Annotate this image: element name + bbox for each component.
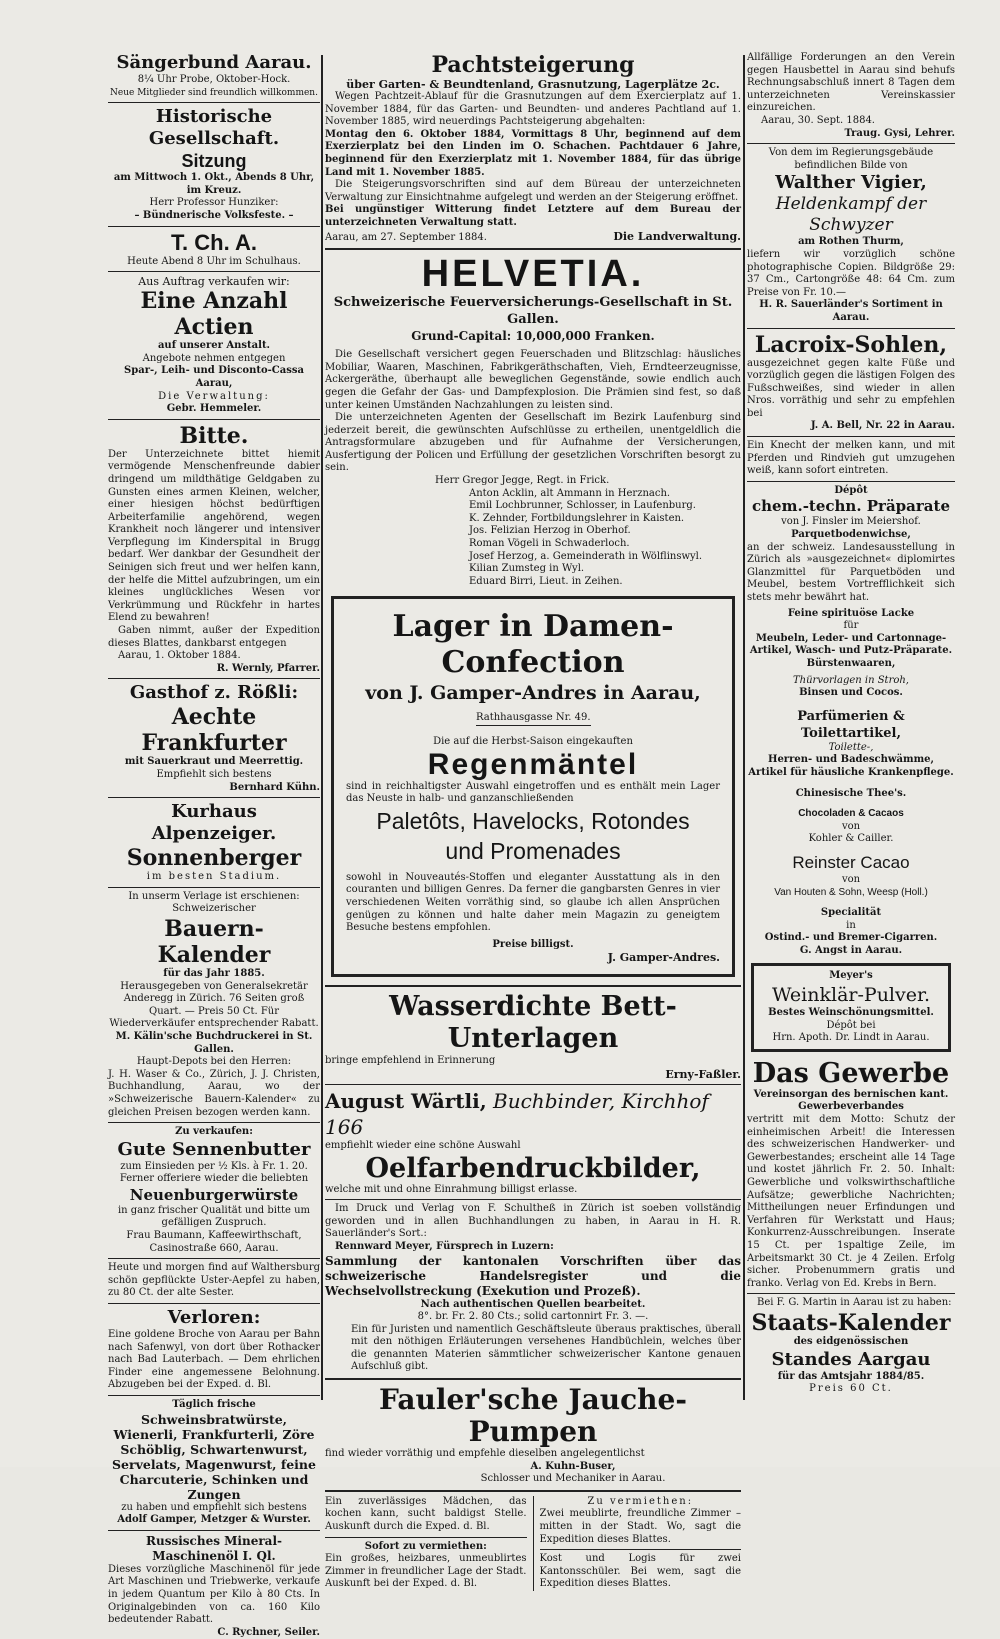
column-rule-left bbox=[321, 55, 323, 1400]
verkaufen-title: Zu verkaufen: bbox=[175, 1126, 253, 1138]
zimmer-intro: Zu vermiethen: bbox=[587, 1495, 694, 1507]
lager-addr: Rathhausgasse Nr. 49. bbox=[476, 712, 591, 726]
ad-verloren bbox=[108, 1307, 320, 1392]
sonnenberger-sub: im besten Stadium. bbox=[146, 871, 282, 883]
column-middle bbox=[325, 52, 741, 1591]
actien-text: Angebote nehmen entgegen bbox=[142, 352, 286, 364]
weinklaer-title: Weinklär-Pulver. bbox=[771, 984, 931, 1007]
saengerbund-text2: Neue Mitglieder sind freundlich willkommen. bbox=[110, 87, 318, 98]
gasthof-sign: Bernhard Kühn. bbox=[229, 781, 320, 793]
waertli-title: August Wärtli, bbox=[325, 1088, 487, 1113]
bauern-text: Herausgegeben von Generalsekretär Anderegg in Zürich. 76 Seiten groß Quart. — Preis 50 Ct. Für Wiederverkäufer entsprechender Rabatt. bbox=[109, 980, 319, 1030]
bitte-text2: Gaben nimmt, außer der Expedition dieses Blattes, dankbarst entgegen bbox=[108, 625, 320, 649]
buersten-title: Bürstenwaaren, bbox=[806, 657, 896, 669]
pumpen-text: find wieder vorräthig und empfehle dieselben angelegentlichst bbox=[325, 1448, 645, 1460]
artikel-text: Artikel für häusliche Krankenpflege. bbox=[748, 766, 954, 778]
ad-pachtsteigerung bbox=[325, 52, 741, 244]
actien-text2: Spar-, Leih- und Disconto-Cassa Aarau, bbox=[124, 365, 304, 389]
pacht-sign: Die Landverwaltung. bbox=[613, 229, 741, 243]
sofort-title: Sofort zu vermiethen: bbox=[364, 1540, 487, 1552]
lager-text: sowohl in Nouveautés-Stoffen und eleganter Ausstattung als in den couranten und billigen Genres. Da ferner die gangbarsten Genres in vier verschiedenen Weiten vorräthig sind, so glaube ich allen Ansprüchen genügen zu können und halte daher mein Magazin zu geneigtem Besuche bestens empfohlen. bbox=[346, 871, 720, 934]
staats-title: Staats-Kalender bbox=[751, 1309, 951, 1336]
lacroix-sign: J. A. Bell, Nr. 22 in Aarau. bbox=[810, 420, 955, 432]
cacao-von: von bbox=[841, 873, 861, 885]
ad-sammlung bbox=[325, 1203, 741, 1374]
spez-in: in bbox=[846, 919, 856, 931]
bauern-depots-text: J. H. Waser & Co., Zürich, J. J. Christen, Buchhandlung, Aarau, wo der »Schweizerische Bauern-Kalender« zu gleichen Preisen bezogen werden kann. bbox=[108, 1068, 320, 1118]
staats-sub: des eidgenössischen bbox=[793, 1335, 909, 1347]
verlag-sub: Schweizerischer bbox=[172, 903, 256, 915]
depot-text: von J. Finsler im Meiershof. bbox=[781, 516, 921, 528]
kost-text: Kost und Logis für zwei Kantonsschüler. Bei wem, sagt die Expedition dieses Blattes. bbox=[539, 1553, 741, 1590]
oelfarben-title: Oelfarbendruckbilder, bbox=[365, 1152, 701, 1184]
gasthof-item: Aechte Frankfurter bbox=[141, 704, 287, 757]
bauern-title: Bauern-Kalender bbox=[157, 915, 271, 968]
wurst-intro: Täglich frische bbox=[172, 1399, 256, 1410]
lager-title: Lager in Damen-Confection bbox=[392, 609, 674, 681]
wurst-sign: Adolf Gamper, Metzger & Wurster. bbox=[117, 1514, 311, 1526]
sammlung-text: Ein für Juristen und namentlich Geschäftsleute überaus praktisches, überall mit den nöthigen Erläuterungen versehenes Handbüchlein, welches über die genannten Materien sämmtlicher schweizerischer Kantone genauen Aufschluß gibt. bbox=[351, 1323, 741, 1373]
tcha-text: Heute Abend 8 Uhr im Schulhaus. bbox=[127, 255, 301, 267]
small-ads-grid bbox=[325, 1496, 741, 1591]
bett-sign: Erny-Faßler. bbox=[665, 1067, 741, 1081]
pacht-date: Aarau, am 27. September 1884. bbox=[325, 231, 487, 243]
ad-saengerbund bbox=[108, 52, 320, 99]
ad-helvetia bbox=[325, 254, 741, 588]
ad-walthersburg: Heute und morgen find auf Walthersburg schön gepflückte Uster-Aepfel zu haben, zu 80 Ct. der alte Sester. bbox=[108, 1262, 320, 1299]
martin-text: Bei F. G. Martin in Aarau ist zu haben: bbox=[757, 1297, 952, 1309]
forderungen-sign: Traug. Gysi, Lehrer. bbox=[844, 127, 955, 139]
helvetia-sub: Schweizerische Feuerversicherungs-Gesellschaft in St. Gallen. bbox=[333, 295, 733, 328]
sitzung-text: am Mittwoch 1. Okt., Abends 8 Uhr, bbox=[113, 172, 315, 184]
parf-title: Parfümerien & Toilettartikel, bbox=[797, 708, 905, 741]
bitte-title: Bitte. bbox=[179, 422, 249, 449]
weinklaer-sub: Bestes Weinschönungsmittel. bbox=[768, 1007, 934, 1019]
agent-item: Anton Acklin, alt Ammann in Herznach. bbox=[469, 487, 671, 499]
sitzung-place: im Kreuz. bbox=[186, 184, 242, 196]
waertli-sub: Buchbinder, Kirchhof 166 bbox=[325, 1088, 709, 1139]
actien-title: Eine Anzahl Actien bbox=[140, 288, 288, 341]
ad-jauche-pumpen bbox=[325, 1384, 741, 1486]
depot-text2: an der schweiz. Landesausstellung in Zürich als »ausgezeichnet« diplomirtes Glanzmittel für Parquetböden und Meubel, bestem Vortrefflichkeit sich stets mehr bewährt hat. bbox=[747, 541, 955, 603]
choc-maker: Kohler & Cailler. bbox=[808, 833, 894, 845]
gewerbe-title: Das Gewerbe bbox=[752, 1057, 950, 1089]
ad-staatskalender bbox=[747, 1297, 955, 1395]
agent-item: Josef Herzog, a. Gemeinderath in Wölflinswyl. bbox=[469, 550, 703, 562]
pacht-bold2: Bei ungünstiger Witterung findet Letztere auf dem Bureau der unterzeichneten Verwaltung statt. bbox=[325, 204, 741, 228]
actien-sign: Gebr. Hemmeler. bbox=[166, 403, 262, 415]
sammlung-sub: Nach authentischen Quellen bearbeitet. bbox=[420, 1298, 646, 1310]
butter-sign: Frau Baumann, Kaffeewirthschaft, Casinostraße 660, Aarau. bbox=[126, 1230, 302, 1254]
lacroix-text: ausgezeichnet gegen kalte Füße und vorzüglich gegen die lästigen Folgen des Fußschweißes, sind wieder in allen Nros. vorräthig und sehr zu empfehlen bei bbox=[747, 357, 955, 419]
ad-actien bbox=[108, 275, 320, 416]
cacao-title: Reinster Cacao bbox=[792, 852, 910, 872]
forderungen-date: Aarau, 30. Sept. 1884. bbox=[761, 114, 875, 126]
helvetia-text: Die Gesellschaft versichert gegen Feuerschaden und Blitzschlag: häusliches Mobiliar, Waaren, Maschinen, Fabrikgeräthschaften, Vieh, Erndteerzeugnisse, Ackergeräthe, überhaupt alle beweglichen Gegenstände, sowie endlich auch gegen die Gefahr der Gas- und Dampfexplosion. Die Prämien sind fest, so daß unter keinen Umständen Nachzahlungen zu leisten sind. bbox=[325, 349, 741, 411]
waertli-text: empfiehlt wieder eine schöne Auswahl bbox=[325, 1139, 521, 1151]
spez-sign: G. Angst in Aarau. bbox=[799, 944, 903, 956]
pacht-sub: über Garten- & Beundtenland, Grasnutzung, Lagerplätze 2c. bbox=[346, 78, 720, 91]
saengerbund-title: Sängerbund Aarau. bbox=[116, 52, 312, 73]
pumpen-sign: A. Kuhn-Buser, bbox=[530, 1460, 616, 1472]
zimmer-text: Zwei meublirte, freundliche Zimmer – mitten in der Stadt. Wo, sagt die Expedition dieses Blattes. bbox=[539, 1508, 741, 1545]
sammlung-price: 8°. br. Fr. 2. 80 Cts.; solid cartonnirt Fr. 3. —. bbox=[417, 1311, 649, 1323]
ad-bett-unterlagen bbox=[325, 991, 741, 1081]
pacht-text: Wegen Pachtzeit-Ablauf für die Grasnutzungen auf dem Exercierplatz auf 1. November 1884, für das Garten- und Beundten- und anderes Pachtland auf 1. November 1885, wird neuerdings Pachtsteigerung abgehalten: bbox=[325, 91, 741, 128]
gewerbe-text: vertritt mit dem Motto: Schutz der einheimischen Arbeit! die Interessen des schweizerischen Handwerker- und Gewerbestandes; erscheint alle 14 Tage und kostet jährlich Fr. 2. 50. Inhalt: Gewerbliche und volkswirthschaftliche Aufsätze; gewerbliche Nachrichten; Mittheilungen neuer Erfindungen und Verfahren für Werkstatt und Haus; Konkurrenz-Ausschreibungen. Inserate 15 Ct. per 1spaltige Zeile, im Arbeitsmarkt 30 Ct. je 4 Zeilen. Erfolg sicher. Probenummern gratis und franko. Verlag von Ed. Krebs in Bern. bbox=[747, 1114, 955, 1289]
weinklaer-depot: Dépôt bei bbox=[826, 1019, 876, 1031]
ad-forderungen bbox=[747, 52, 955, 140]
vigier-text: liefern wir vorzüglich schöne photographische Copien. Bildgröße 29: 37 Cm., Cartongröße 48: 64 Cm. zum Preise von Fr. 10.— bbox=[747, 248, 955, 298]
hist-title: Historische Gesellschaft. bbox=[148, 106, 280, 150]
schwamm-text: Herren- und Badeschwämme, bbox=[768, 754, 934, 766]
bett-text: bringe empfehlend in Erinnerung bbox=[325, 1055, 496, 1067]
helvetia-title: HELVETIA. bbox=[421, 253, 645, 296]
column-rule-right bbox=[743, 55, 745, 1400]
gasthof-title: Gasthof z. Rößli: bbox=[129, 682, 299, 704]
agent-item: K. Zehnder, Fortbildungslehrer in Kaisten. bbox=[469, 512, 685, 524]
staats-year: für das Amtsjahr 1884/85. bbox=[777, 1370, 925, 1382]
lacke-title: Feine spirituöse Lacke bbox=[787, 607, 915, 619]
bauern-sign: M. Kälin'sche Buchdruckerei in St. Gallen. bbox=[115, 1030, 313, 1055]
staats-price: Preis 60 Ct. bbox=[809, 1383, 893, 1395]
kurhaus-title: Kurhaus Alpenzeiger. bbox=[151, 801, 277, 845]
ad-damen-confection bbox=[331, 596, 735, 977]
sitzung-topic: – Bündnerische Volksfeste. – bbox=[134, 209, 294, 221]
spez-title: Specialität bbox=[820, 907, 882, 919]
lacke-items: Meubeln, Leder- und Cartonnage-Artikel, Wasch- und Putz-Präparate. bbox=[749, 632, 953, 657]
butter-item: Neuenburgerwürste bbox=[129, 1185, 299, 1204]
ad-vigier bbox=[747, 147, 955, 324]
staats-sub2: Standes Aargau bbox=[771, 1348, 931, 1370]
forderungen-text: Allfällige Forderungen an den Verein gegen Hausbettel in Aarau sind behufs Rechnungsabschluß innert 8 Tagen dem unterzeichneten Vereinskassier einzureichen. bbox=[747, 52, 955, 114]
helvetia-text2: Die unterzeichneten Agenten der Gesellschaft im Bezirk Laufenburg sind jederzeit bereit, die gewünschten Aufschlüsse zu ertheilen, unentgeldlich die Antragsformulare abzugeben und für Aufnahme der Versicherungen, Ausfertigung der Policen und Erfüllung der gesetzlichen Vorschriften besorgt zu sein. bbox=[325, 412, 741, 474]
lager-prices: Preise billigst. bbox=[492, 938, 574, 950]
butter-title: Gute Sennenbutter bbox=[117, 1138, 311, 1160]
ad-waertli bbox=[325, 1088, 741, 1196]
gewerbe-sub: Vereinsorgan des bernischen kant. Gewerbeverbandes bbox=[753, 1088, 949, 1113]
butter-text2: in ganz frischer Qualität und bitte um gefälligen Zuspruch. bbox=[117, 1204, 311, 1229]
lacroix-title: Lacroix-Sohlen, bbox=[754, 331, 948, 358]
pumpen-title: Fauler'sche Jauche-Pumpen bbox=[379, 1383, 687, 1449]
ad-metzger bbox=[108, 1399, 320, 1527]
saengerbund-text: 8¼ Uhr Probe, Oktober-Hock. bbox=[137, 74, 291, 85]
spez-text: Ostind.- und Bremer-Cigarren. bbox=[764, 932, 938, 944]
gasthof-sub: mit Sauerkraut und Meerrettig. bbox=[124, 756, 304, 768]
depot-item: Parquetbodenwichse, bbox=[791, 529, 911, 541]
agent-item: Eduard Birri, Lieut. in Zeihen. bbox=[469, 575, 623, 587]
sofort-text: Ein großes, heizbares, unmeublirtes Zimmer in freundlicher Lage der Stadt. Auskunft bei der Exped. d. Bl. bbox=[325, 1553, 527, 1590]
choc-von: von bbox=[841, 820, 861, 832]
agent-item: Emil Lochbrunner, Schlosser, in Laufenburg. bbox=[469, 500, 696, 512]
schulthess-text: Im Druck und Verlag von F. Schultheß in Zürich ist soeben vollständig geworden und in allen Buchhandlungen zu haben, in Aarau in H. R. Sauerländer's Sort.: bbox=[325, 1203, 741, 1240]
bitte-date: Aarau, 1. Oktober 1884. bbox=[118, 650, 241, 662]
gasthof-text: Empfiehlt sich bestens bbox=[156, 769, 272, 780]
weinklaer-text: Hrn. Apoth. Dr. Lindt in Aarau. bbox=[772, 1032, 930, 1044]
column-left bbox=[108, 52, 320, 1639]
lager-intro: Die auf die Herbst-Saison eingekauften bbox=[433, 736, 633, 747]
depot-sub: chem.-techn. Präparate bbox=[752, 497, 950, 516]
verloren-title: Verloren: bbox=[167, 1307, 261, 1329]
paletots-title: Paletôts, Havelocks, Rotondes bbox=[376, 807, 690, 834]
agent-item: Herr Gregor Jegge, Regt. in Frick. bbox=[435, 475, 610, 487]
lager-sub: von J. Gamper-Andres in Aarau, bbox=[365, 682, 701, 705]
column-right bbox=[747, 52, 955, 1396]
regen-title: Regenmäntel bbox=[427, 747, 639, 781]
ad-gasthof bbox=[108, 682, 320, 794]
ad-bauernkalender bbox=[108, 891, 320, 1119]
vigier-sign: H. R. Sauerländer's Sortiment in Aarau. bbox=[759, 299, 943, 323]
vigier-sub: Heldenkampf der Schwyzer bbox=[775, 194, 927, 236]
agent-item: Roman Vögeli in Schwaderloch. bbox=[469, 538, 630, 550]
bett-title: Wasserdichte Bett-Unterlagen bbox=[389, 991, 677, 1055]
sitzung-title: Sitzung bbox=[181, 151, 247, 172]
verlag-intro: In unserm Verlage ist erschienen: bbox=[128, 890, 300, 902]
ad-kurhaus bbox=[108, 801, 320, 884]
regen-text: sind in reichhaltigster Auswahl eingetroffen und es enthält mein Lager das Neuste in halb- und ganzanschließenden bbox=[346, 780, 720, 805]
ad-knecht: Ein Knecht der melken kann, und mit Pferden und Rindvieh gut umzugehen weiß, kann sofort eintreten. bbox=[747, 440, 955, 477]
ad-bitte bbox=[108, 423, 320, 676]
helvetia-agents bbox=[325, 475, 741, 588]
lager-sign: J. Gamper-Andres. bbox=[607, 951, 720, 965]
bitte-text: Der Unterzeichnete bittet hiemit vermögende Menschenfreunde dabier dringend um mildthätige Geldgaben zu Gunsten eines armen Kleinen, welcher, einer hiesigen höchst bedürftigen Arbeiterfamilie angehörend, wegen Krankheit noch längerer und intensiver Verpflegung im Kinderspital in Brugg bedarf. Wer dankbar der Gesundheit der Seinigen sich freut und wer helfen kann, der helfe die Mittel aufzubringen, um ein kleines unglückliches Wesen vor Verkrümmung und Rückfehr in hartes Elend zu bewahren! bbox=[108, 448, 320, 624]
bauern-depots: Haupt-Depots bei den Herren: bbox=[136, 1056, 292, 1068]
pumpen-sign2: Schlosser und Mechaniker in Aarau. bbox=[480, 1473, 666, 1485]
vigier-intro: Von dem im Regierungsgebäude befindlichen Bilde von bbox=[768, 147, 934, 171]
choc-title: Chocoladen & Cacaos bbox=[798, 808, 904, 820]
toilette-text: Toilette-, bbox=[828, 741, 874, 753]
butter-text: zum Einsieden per ½ Kls. à Fr. 1. 20. Ferner offeriere wieder die beliebten bbox=[119, 1160, 309, 1185]
lacke-text: für bbox=[843, 620, 859, 632]
sammlung-title: Sammlung der kantonalen Vorschriften über das schweizerische Handelsregister und die Wechselvollstreckung (Exekution und Prozeß). bbox=[325, 1253, 741, 1298]
ad-maschinenoel bbox=[108, 1534, 320, 1639]
wurst-text: zu haben und empfiehlt sich bestens bbox=[121, 1501, 307, 1513]
bauern-year: für das Jahr 1885. bbox=[163, 967, 265, 979]
oel-text: Dieses vorzügliche Maschinenöl für jede Art Maschinen und Triebwerke, verkaufe in jedem Quantum per Kilo à 80 Cts. In Originalgebinden von ca. 160 Kilo bedeutender Rabatt. bbox=[108, 1563, 320, 1626]
wurst-title: Schweinsbratwürste, Wienerli, Frankfurterli, Zöre Schöblig, Schwartenwurst, Servelats, Magenwurst, feine Charcuterie, Schinken und Zungen bbox=[112, 1411, 316, 1502]
actien-sub: auf unserer Anstalt. bbox=[157, 340, 271, 352]
vigier-title: Walther Vigier, bbox=[775, 172, 927, 194]
ad-historische bbox=[108, 106, 320, 222]
meyer-text: Rennward Meyer, Fürsprech in Luzern: bbox=[335, 1240, 554, 1252]
vigier-sub2: am Rothen Thurm, bbox=[798, 236, 904, 248]
ad-tcha bbox=[108, 230, 320, 269]
agent-item: Kilian Zumsteg in Wyl. bbox=[469, 563, 585, 575]
maedchen-text: Ein zuverlässiges Mädchen, das kochen kann, sucht baldigst Stelle. Auskunft durch die Exped. d. Bl. bbox=[325, 1495, 527, 1533]
pacht-bold: Montag den 6. Oktober 1884, Vormittags 8 Uhr, beginnend auf dem Exerzierplatz bei den Linden im O. Schachen. Pachtdauer 6 Jahre, beginnend für den Exerzierplatz mit 1. November 1884, für das übrige Land mit 1. November 1885. bbox=[325, 128, 741, 178]
ad-sennenbutter bbox=[108, 1126, 320, 1255]
pacht-text2: Die Steigerungsvorschriften sind auf dem Büreau der unterzeichneten Verwaltung zur Einsichtnahme aufgelegt und werden an der Steigerung eröffnet. bbox=[325, 179, 741, 203]
ad-gewerbe bbox=[747, 1058, 955, 1291]
meyer-title: Meyer's bbox=[829, 970, 873, 982]
verloren-text: Eine goldene Broche von Aarau per Bahn nach Safenwyl, von dort über Rothacker nach Bad Lauterbach. — Dem ehrlichen Finder eine angemessene Belohnung. Abzugeben bei der Exped. d. Bl. bbox=[108, 1329, 320, 1391]
agent-item: Jos. Felizian Herzog in Oberhof. bbox=[469, 525, 631, 537]
binsen-text: Binsen und Cocos. bbox=[799, 687, 903, 699]
actien-intro: Aus Auftrag verkaufen wir: bbox=[138, 275, 290, 289]
thee-title: Chinesische Thee's. bbox=[795, 787, 907, 799]
thuer-text: Thürvorlagen in Stroh, bbox=[793, 674, 909, 686]
paletots-title2: und Promenades bbox=[445, 837, 621, 864]
bitte-sign: R. Wernly, Pfarrer. bbox=[216, 662, 320, 674]
pacht-title: Pachtsteigerung bbox=[431, 52, 635, 78]
tcha-title: T. Ch. A. bbox=[171, 229, 257, 255]
depot-title: Dépôt bbox=[834, 484, 868, 496]
helvetia-capital: Grund-Capital: 10,000,000 Franken. bbox=[411, 329, 655, 344]
sitzung-speaker: Herr Professor Hunziker: bbox=[149, 197, 279, 209]
cacao-maker: Van Houten & Sohn, Weesp (Holl.) bbox=[774, 886, 928, 898]
actien-text3: Die Verwaltung: bbox=[158, 390, 270, 402]
ad-weinklaer bbox=[751, 963, 951, 1051]
ad-depot bbox=[747, 485, 955, 958]
ad-lacroix bbox=[747, 332, 955, 434]
sonnenberger-title: Sonnenberger bbox=[126, 845, 302, 872]
oel-title: Russisches Mineral-Maschinenöl I. Ql. bbox=[146, 1533, 282, 1563]
oelfarben-text: welche mit und ohne Einrahmung billigst erlasse. bbox=[325, 1183, 578, 1195]
oel-sign: C. Rychner, Seiler. bbox=[217, 1626, 320, 1638]
